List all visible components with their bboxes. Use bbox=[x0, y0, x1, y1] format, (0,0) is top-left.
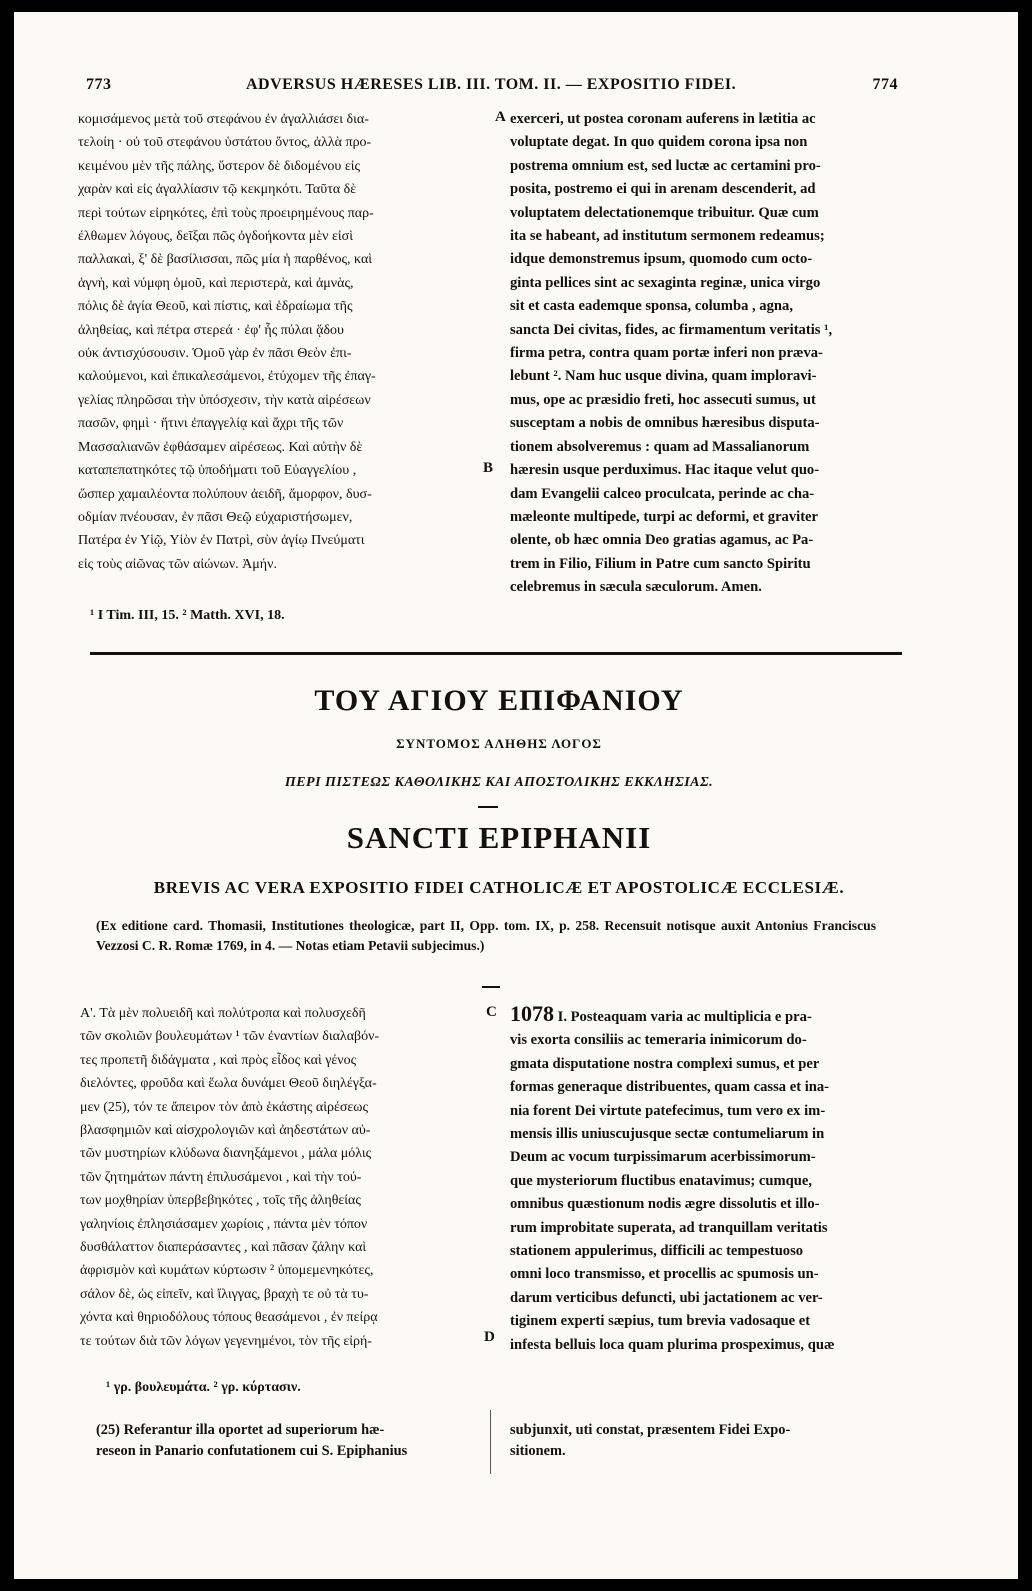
greek-line: εἰς τοὺς αἰῶνας τῶν αἰώνων. Ἀμήν. bbox=[78, 556, 277, 572]
latin-line: rum improbitate superata, ad tranquillam veritatis bbox=[510, 1219, 828, 1236]
greek-subtitle-secondary: ΠΕΡΙ ΠΙΣΤΕΩΣ ΚΑΘΟΛΙΚΗΣ ΚΑΙ ΑΠΟΣΤΟΛΙΚΗΣ ΕΚΚΛΗΣΙΑΣ. bbox=[284, 775, 714, 790]
greek-line: Α'. Τὰ μὲν πολυειδῆ καὶ πολύτροπα καὶ πολυσχεδῆ bbox=[80, 1006, 366, 1021]
latin-line: olente, ob hæc omnia Deo gratias agamus, ac Pa- bbox=[510, 532, 814, 549]
greek-line: των μοχθηρίαν ὑπερβεβηκότες , τοῖς τῆς ἀληθείας bbox=[80, 1193, 361, 1209]
greek-line: οὐκ ἀντισχύσουσιν. Ὁμοῦ γὰρ ἐν πᾶσι Θεὸν ἐπι- bbox=[78, 346, 352, 362]
latin-line: I. Posteaquam varia ac multiplicia e pra- bbox=[557, 1009, 812, 1025]
latin-line: darum verticibus defuncti, ubi jactationem ac ver- bbox=[510, 1289, 823, 1306]
editor-note-left bbox=[96, 1420, 488, 1462]
latin-line: nia forent Dei virtute patefecimus, tum vero ex im- bbox=[510, 1102, 826, 1119]
bottom-latin-column bbox=[510, 1002, 892, 1357]
column-marker-d: D bbox=[484, 1329, 495, 1345]
bottom-footnote: ¹ γρ. βουλευμάτα. ² γρ. κύρτασιν. bbox=[106, 1380, 301, 1395]
page-number-right: 774 bbox=[872, 76, 898, 93]
greek-line: οδμίαν πνέουσαν, ἐν πᾶσι Θεῷ εὐχαριστήσωμεν, bbox=[78, 509, 353, 525]
column-marker-b: B bbox=[483, 460, 494, 476]
greek-line: τῶν μυστηρίων κλύδωνα διανηξάμενοι , μάλα μόλις bbox=[80, 1146, 372, 1162]
greek-line: ἁγνὴ, καὶ νύμφη ὁμοῦ, καὶ περιστερὰ, καὶ ἀμνὰς, bbox=[78, 275, 354, 291]
note-line: subjunxit, uti constat, præsentem Fidei Expo- bbox=[510, 1422, 791, 1438]
latin-line: omnibus quæstionum nodis ægre dissolutis et illo- bbox=[510, 1196, 820, 1213]
page bbox=[14, 12, 1018, 1579]
latin-line: hæresin usque perduximus. Hac itaque velut quo- bbox=[510, 462, 820, 479]
latin-line: celebremus in sæcula sæculorum. Amen. bbox=[510, 579, 762, 596]
latin-line: que mysteriorum fluctibus enatavimus; cumque, bbox=[510, 1172, 813, 1189]
running-header bbox=[86, 76, 898, 100]
latin-line: voluptatem delectationemque tribuitur. Quæ cum bbox=[510, 204, 819, 221]
greek-line: τελοίη · οὐ τοῦ στεφάνου ὑστάτου ὄντος, ἀλλὰ προ- bbox=[78, 135, 372, 151]
latin-line: posita, postremo ei qui in arenam descenderit, ad bbox=[510, 181, 816, 198]
top-greek-column bbox=[78, 108, 486, 576]
greek-line: σάλον δὲ, ὡς εἰπεῖν, καὶ ἴλιγγας, βραχὴ τε οὐ τὰ τυ- bbox=[80, 1286, 369, 1302]
latin-line: infesta belluis loca quam plurima prospeximus, quæ bbox=[510, 1336, 835, 1353]
latin-line: sancta Dei civitas, fides, ac firmamentum veritatis ¹, bbox=[510, 321, 833, 338]
column-marker-c: C bbox=[486, 1004, 497, 1020]
latin-line: dam Evangelii calceo proculcata, perinde ac cha- bbox=[510, 485, 815, 502]
edition-note: (Ex editione card. Thomasii, Institutiones theologicæ, part II, Opp. tom. IX, p. 258. Recensuit notisque auxit Antonius Franciscus Vezzosi C. R. Romæ 1769, in 4. — Notas etiam Petavii subjecimus.) bbox=[96, 918, 876, 953]
latin-line: formas generaque distribuentes, quam cassa et ina- bbox=[510, 1079, 830, 1096]
greek-title: ΤΟΥ ΑΓΙΟΥ ΕΠΙΦΑΝΙΟΥ bbox=[314, 684, 684, 717]
latin-line: voluptate degat. In quo quidem corona ipsa non bbox=[510, 134, 808, 151]
greek-line: τῶν ζητημάτων πάντη ἐπιλυσάμενοι , καὶ τὴν τού- bbox=[80, 1169, 362, 1185]
greek-line: χόντα καὶ θηριοδόλους τόπους θεασάμενοι , ἐν πείρᾳ bbox=[80, 1310, 378, 1326]
greek-line: καλούμενοι, καὶ ἐπικαλεσάμενοι, ἐτύχομεν τῆς ἐπαγ- bbox=[78, 369, 376, 385]
greek-line: πόλις δὲ ἁγία Θεοῦ, καὶ πίστις, καὶ ἑδραίωμα τῆς bbox=[78, 299, 353, 315]
latin-line: ginta pellices sint ac sexaginta reginæ, unica virgo bbox=[510, 274, 821, 291]
note-line: sitionem. bbox=[510, 1443, 566, 1459]
top-latin-column bbox=[510, 108, 892, 600]
greek-line: τες προπετῆ διδάγματα , καὶ πρὸς εἶδος καὶ γένος bbox=[80, 1052, 357, 1068]
latin-line: Deum ac vocum turpissimarum acerbissimorum- bbox=[510, 1149, 816, 1166]
column-marker-a: A bbox=[495, 109, 506, 125]
greek-line: τῶν σκολιῶν βουλευμάτων ¹ τῶν ἐναντίων διαλαβόν- bbox=[80, 1029, 380, 1045]
greek-line: δυσθάλαττον διαπεράσαντες , καὶ πᾶσαν ζάλην καὶ bbox=[80, 1240, 367, 1256]
greek-line: τε τούτων διὰ τῶν λόγων γεγενημένοι, τὸν τῆς εἰρή- bbox=[80, 1333, 372, 1349]
latin-line: gmata disputatione nostra complexi sumus, et per bbox=[510, 1055, 820, 1072]
editor-note-right bbox=[510, 1420, 892, 1462]
greek-line: έλθωμεν λόγους, δεῖξαι πῶς ὀγδοήκοντα μὲν εἰσὶ bbox=[78, 229, 353, 245]
latin-line: stationem appulerimus, difficili ac tempestuoso bbox=[510, 1243, 804, 1260]
latin-title: SANCTI EPIPHANII bbox=[346, 820, 652, 855]
greek-line: χαρὰν καὶ εἰς ἀγαλλίασιν τῷ κεκμηκότι. Ταῦτα δὲ bbox=[78, 182, 357, 198]
latin-line: mus, ope ac præsidio freti, hoc assecuti sumus, ut bbox=[510, 391, 816, 408]
latin-line: sit et casta eademque sponsa, columba , agna, bbox=[510, 298, 793, 315]
greek-line: βλασφημιῶν καὶ αἰσχρολογιῶν καὶ ἀηδεστάτων αὐ- bbox=[80, 1123, 371, 1139]
short-rule bbox=[478, 806, 498, 808]
page-number-left: 773 bbox=[86, 76, 112, 93]
greek-line: παλλακαὶ, ξ' δὲ βασίλισσαι, πῶς μία ἡ παρθένος, καὶ bbox=[78, 252, 373, 268]
latin-line: firma petra, contra quam portæ inferi non præva- bbox=[510, 345, 823, 362]
section-divider bbox=[90, 652, 902, 655]
greek-line: κειμένου μὲν τῆς πάλης, ὕστερον δὲ διδομένου εἰς bbox=[78, 158, 361, 174]
greek-line: καταπεπατηκότες τῷ ὑποδήματι τοῦ Εὐαγγελίου , bbox=[78, 463, 357, 479]
greek-line: περὶ τούτων εἰρηκότες, ἐπὶ τοὺς προειρημένους παρ- bbox=[78, 205, 374, 221]
latin-first-line bbox=[510, 1002, 892, 1029]
latin-line: tionem absolveremus : quam ad Massalianorum bbox=[510, 438, 810, 455]
bottom-greek-column bbox=[80, 1002, 484, 1353]
greek-line: γελίας πληρῶσαι τὴν ὑπόσχεσιν, τὴν κατὰ αἱρέσεων bbox=[78, 392, 371, 408]
latin-line: tiginem experti sæpius, tum brevia vadosaque et bbox=[510, 1313, 811, 1330]
latin-line: trem in Filio, Filium in Patre cum sancto Spiritu bbox=[510, 555, 811, 572]
latin-line: omni loco transmisso, et procellis ac spumosis un- bbox=[510, 1266, 819, 1283]
latin-subtitle: BREVIS AC VERA EXPOSITIO FIDEI CATHOLICÆ ET APOSTOLICÆ ECCLESIÆ. bbox=[153, 878, 845, 897]
latin-line: susceptam a nobis de omnibus hæresibus disputa- bbox=[510, 415, 820, 432]
latin-line: idque demonstremus ipsum, quomodo cum octo- bbox=[510, 251, 813, 268]
greek-line: κομισάμενος μετὰ τοῦ στεφάνου ἐν ἀγαλλιάσει δια- bbox=[78, 112, 369, 127]
latin-line: lebunt ². Nam huc usque divina, quam imploravi- bbox=[510, 368, 817, 385]
greek-line: Μασσαλιανῶν ἐφθάσαμεν αἱρέσεως. Καὶ αὐτὴν δὲ bbox=[78, 439, 363, 455]
greek-line: πασῶν, φημὶ · ἥτινι ἐπαγγελίᾳ καὶ ἄχρι τῆς τῶν bbox=[78, 416, 344, 432]
note-line: reseon in Panario confutationem cui S. Epiphanius bbox=[96, 1443, 408, 1459]
greek-subtitle: ΣΥΝΤΟΜΟΣ ΑΛΗΘΗΣ ΛΟΓΟΣ bbox=[396, 736, 602, 751]
note-line: (25) Referantur illa oportet ad superiorum hæ- bbox=[96, 1422, 385, 1438]
running-title: ADVERSUS HÆRESES LIB. III. TOM. II. — EXPOSITIO FIDEI. bbox=[246, 76, 737, 93]
column-divider bbox=[490, 1410, 491, 1474]
greek-line: ἀληθείας, καὶ πέτρα στερεά · ἐφ' ἧς πύλαι ᾅδου bbox=[78, 322, 344, 338]
greek-line: μεν (25), τόν τε ἄπειρον τὸν ἀπὸ ἑκάστης αἱρέσεως bbox=[80, 1099, 369, 1115]
latin-line: mæleonte multipede, turpi ac deformi, et graviter bbox=[510, 508, 819, 525]
greek-line: διελόντες, φροῦδα καὶ ἕωλα δυνάμει Θεοῦ διηλέγξα- bbox=[80, 1076, 377, 1092]
latin-line: postrema omnium est, sed luctæ ac certamini pro- bbox=[510, 157, 821, 174]
latin-line: vis exorta consiliis ac temeraria inimicorum do- bbox=[510, 1032, 807, 1049]
latin-line: ita se habeant, ad institutum sermonem redeamus; bbox=[510, 228, 825, 245]
short-rule bbox=[482, 986, 500, 988]
column-number: 1078 bbox=[510, 1001, 554, 1026]
greek-line: γαληνίοις ἐπλησιάσαμεν χωρίοις , πάντα μὲν τόπον bbox=[80, 1216, 368, 1232]
greek-line: ὥσπερ χαμαιλέοντα πολύπουν ἀειδῆ, ἄμορφον, δυσ- bbox=[78, 486, 372, 502]
greek-line: ἀφρισμὸν καὶ κυμάτων κύρτωσιν ² ὑπομεμενηκότες, bbox=[80, 1263, 374, 1279]
latin-line: mensis illis uniuscujusque sectæ contumeliarum in bbox=[510, 1126, 825, 1143]
latin-line: exerceri, ut postea coronam auferens in lætitia ac bbox=[510, 111, 816, 127]
greek-line: Πατέρα ἐν Υἱῷ, Υἱὸν ἐν Πατρὶ, σὺν ἁγίῳ Πνεύματι bbox=[78, 533, 365, 549]
top-footnote: ¹ I Tim. III, 15. ² Matth. XVI, 18. bbox=[90, 608, 285, 623]
